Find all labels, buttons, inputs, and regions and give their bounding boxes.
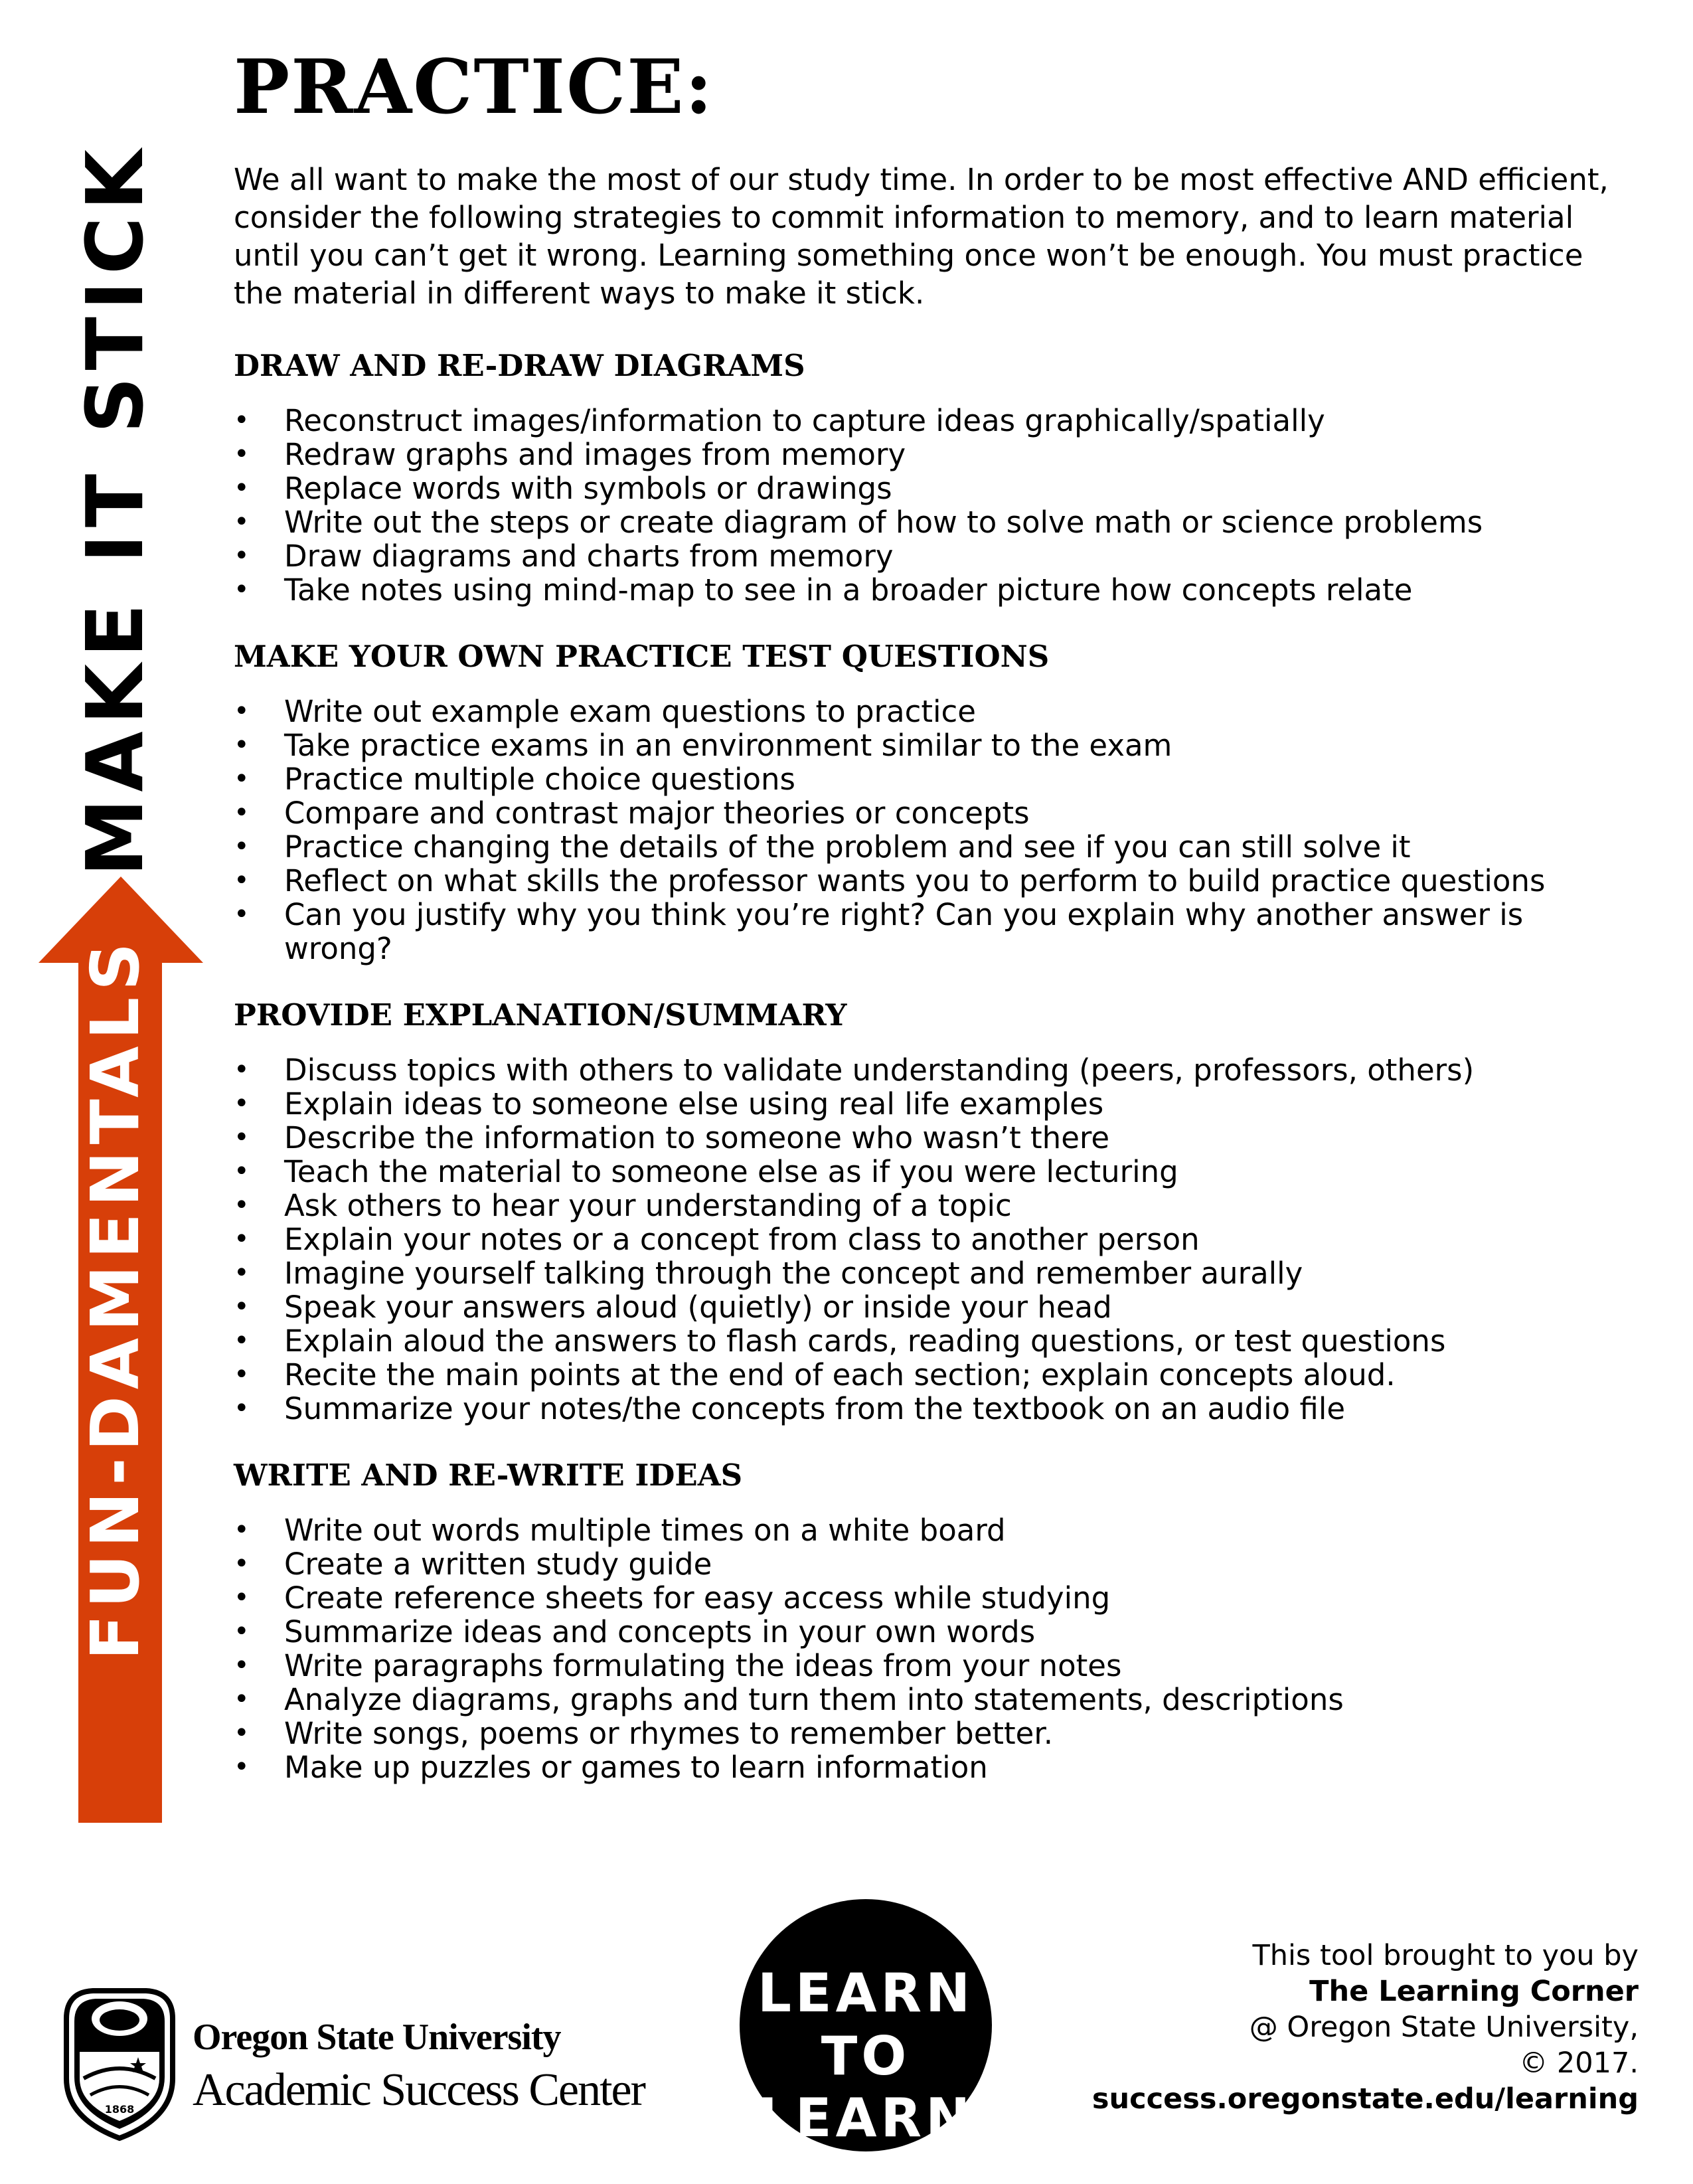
credit-line-3: @ Oregon State University,: [1249, 2011, 1639, 2044]
list-item: • Create a written study guide: [234, 1547, 1635, 1581]
list-item: • Recite the main points at the end of each section; explain concepts aloud.: [234, 1358, 1635, 1392]
section-heading-write-ideas: WRITE AND RE-WRITE IDEAS: [234, 1458, 743, 1493]
list-item: • Imagine yourself talking through the concept and remember aurally: [234, 1256, 1635, 1290]
section-heading-explanation: PROVIDE EXPLANATION/SUMMARY: [234, 997, 847, 1033]
list-item: • Replace words with symbols or drawings: [234, 471, 1635, 505]
list-item: • Summarize your notes/the concepts from the textbook on an audio file: [234, 1392, 1635, 1426]
list-item: • Ask others to hear your understanding of a topic: [234, 1189, 1635, 1222]
credit-url-link[interactable]: success.oregonstate.edu/learning: [1091, 2082, 1639, 2116]
list-item: • Draw diagrams and charts from memory: [234, 539, 1635, 573]
list-item: • Reconstruct images/information to capture ideas graphically/spatially: [234, 404, 1635, 438]
list-item: • Write out the steps or create diagram of how to solve math or science problems: [234, 505, 1635, 539]
badge-line-1: LEARN: [757, 1962, 975, 2024]
list-item: • Summarize ideas and concepts in your own words: [234, 1615, 1635, 1649]
list-item: • Redraw graphs and images from memory: [234, 438, 1635, 471]
section-heading-diagrams: DRAW AND RE-DRAW DIAGRAMS: [234, 348, 805, 383]
list-item: • Take notes using mind-map to see in a broader picture how concepts relate: [234, 573, 1635, 607]
make-it-stick-label: MAKE IT STICK: [69, 143, 161, 877]
list-item: • Write paragraphs formulating the ideas from your notes: [234, 1649, 1635, 1683]
credit-line-2: The Learning Corner: [1309, 1975, 1639, 2008]
page-title: PRACTICE:: [234, 44, 714, 131]
list-item: • Make up puzzles or games to learn information: [234, 1750, 1635, 1784]
university-name: Oregon State University: [193, 2017, 561, 2058]
list-item: • Explain aloud the answers to flash cards, reading questions, or test questions: [234, 1324, 1635, 1358]
list-item: • Discuss topics with others to validate understanding (peers, professors, others): [234, 1053, 1635, 1087]
list-item: • Reflect on what skills the professor wants you to perform to build practice questions: [234, 864, 1635, 898]
list-item: • Take practice exams in an environment similar to the exam: [234, 728, 1635, 762]
list-item: • Explain your notes or a concept from class to another person: [234, 1222, 1635, 1256]
center-name: Academic Success Center: [193, 2064, 645, 2116]
list-diagrams: [234, 404, 1635, 607]
list-item: • Write songs, poems or rhymes to remember better.: [234, 1717, 1635, 1750]
osu-shield-icon: [53, 1979, 186, 2145]
badge-line-2: TO LEARN: [757, 2025, 975, 2149]
seal-year: 1868: [104, 2103, 135, 2116]
list-item: • Compare and contrast major theories or concepts: [234, 796, 1635, 830]
main-content: [234, 161, 1635, 1816]
list-item: • Write out words multiple times on a white board: [234, 1513, 1635, 1547]
credit-block: [1092, 1938, 1639, 2117]
fundamentals-label: FUN-DAMENTALS: [76, 936, 154, 1660]
credit-line-4: © 2017.: [1519, 2047, 1639, 2080]
list-item: • Write out example exam questions to practice: [234, 695, 1635, 728]
list-item: • Practice changing the details of the problem and see if you can still solve it: [234, 830, 1635, 864]
list-item: • Describe the information to someone who wasn’t there: [234, 1121, 1635, 1155]
list-practice-tests: [234, 695, 1635, 966]
osu-logo: [53, 1979, 664, 2151]
list-item: • Analyze diagrams, graphs and turn them into statements, descriptions: [234, 1683, 1635, 1717]
list-item: • Create reference sheets for easy access while studying: [234, 1581, 1635, 1615]
credit-line-1: This tool brought to you by: [1252, 1939, 1639, 1972]
list-item: • Teach the material to someone else as if you were lecturing: [234, 1155, 1635, 1189]
list-item: • Practice multiple choice questions: [234, 762, 1635, 796]
list-item: • Speak your answers aloud (quietly) or inside your head: [234, 1290, 1635, 1324]
section-heading-practice-tests: MAKE YOUR OWN PRACTICE TEST QUESTIONS: [234, 639, 1050, 674]
learn-to-learn-badge: [740, 1899, 992, 2151]
list-item: • Explain ideas to someone else using real life examples: [234, 1087, 1635, 1121]
intro-paragraph: We all want to make the most of our study time. In order to be most effective AND efficient, consider the following strategies to commit information to memory, and to learn material until you can’t get it wrong. Learning something once won’t be enough. You must practice the material in different ways to make it stick.: [234, 162, 1609, 311]
list-item: • Can you justify why you think you’re right? Can you explain why another answer is wrong?: [234, 898, 1635, 966]
list-write-ideas: [234, 1513, 1635, 1784]
list-explanation: [234, 1053, 1635, 1426]
